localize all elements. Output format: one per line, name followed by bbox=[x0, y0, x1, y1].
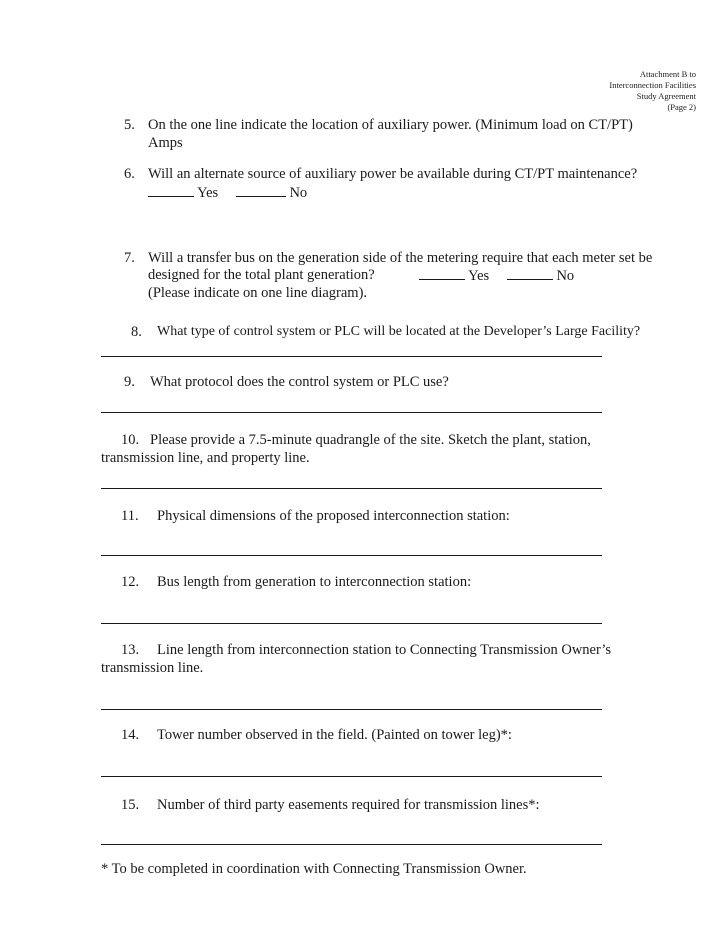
q8-number: 8. bbox=[131, 324, 142, 340]
footnote: * To be completed in coordination with Connecting Transmission Owner. bbox=[101, 861, 527, 877]
q12-answer-line[interactable] bbox=[101, 623, 602, 624]
q15-text: Number of third party easements required for transmission lines*: bbox=[157, 797, 540, 813]
q7-text-line1: Will a transfer bus on the generation side of the metering require that each meter set be bbox=[148, 250, 653, 266]
q6-no-blank[interactable] bbox=[236, 184, 286, 197]
q7-no-label: No bbox=[556, 268, 575, 284]
q6-yes-blank[interactable] bbox=[148, 184, 194, 197]
q11-answer-line[interactable] bbox=[101, 555, 602, 556]
q7-no-blank[interactable] bbox=[507, 267, 553, 280]
q14-number: 14. bbox=[121, 727, 140, 743]
q10-answer-line[interactable] bbox=[101, 488, 602, 489]
q12-number: 12. bbox=[121, 574, 140, 590]
header-line-4: (Page 2) bbox=[667, 102, 696, 112]
attachment-header bbox=[496, 69, 696, 113]
q6-no-label: No bbox=[289, 185, 308, 201]
q13-answer-line[interactable] bbox=[101, 709, 602, 710]
q8-text: What type of control system or PLC will be located at the Developer’s Large Facility? bbox=[157, 324, 641, 339]
q11-number: 11. bbox=[121, 508, 139, 524]
q9-number: 9. bbox=[124, 374, 135, 390]
q6-number: 6. bbox=[124, 166, 135, 182]
q6-text: Will an alternate source of auxiliary power be available during CT/PT maintenance? bbox=[148, 166, 638, 182]
q6-answers bbox=[148, 184, 307, 202]
q7-text-line3: (Please indicate on one line diagram). bbox=[148, 285, 368, 301]
q14-answer-line[interactable] bbox=[101, 776, 602, 777]
q6-yes-label: Yes bbox=[197, 185, 219, 201]
q5-text-line2: Amps bbox=[148, 135, 183, 151]
q11-text: Physical dimensions of the proposed interconnection station: bbox=[157, 508, 510, 524]
q5-number: 5. bbox=[124, 117, 135, 133]
q7-text-line2: designed for the total plant generation? bbox=[148, 267, 375, 283]
q15-number: 15. bbox=[121, 797, 140, 813]
q7-answers bbox=[419, 267, 574, 285]
q12-text: Bus length from generation to interconnection station: bbox=[157, 574, 472, 590]
q10-number: 10. bbox=[121, 432, 140, 448]
q10-text-line1: Please provide a 7.5-minute quadrangle of the site. Sketch the plant, station, bbox=[150, 432, 591, 448]
q8-answer-line[interactable] bbox=[101, 356, 602, 357]
q7-yes-label: Yes bbox=[468, 268, 490, 284]
q5-text-line1: On the one line indicate the location of auxiliary power. (Minimum load on CT/PT) bbox=[148, 117, 633, 133]
header-line-3: Study Agreement bbox=[636, 91, 696, 101]
q14-text: Tower number observed in the field. (Painted on tower leg)*: bbox=[157, 727, 512, 743]
q7-number: 7. bbox=[124, 250, 135, 266]
q13-number: 13. bbox=[121, 642, 140, 658]
q9-text: What protocol does the control system or PLC use? bbox=[150, 374, 449, 390]
q10-text-line2: transmission line, and property line. bbox=[101, 450, 310, 466]
q13-text-line1: Line length from interconnection station to Connecting Transmission Owner’s bbox=[157, 642, 612, 658]
q15-answer-line[interactable] bbox=[101, 844, 602, 845]
q9-answer-line[interactable] bbox=[101, 412, 602, 413]
q7-yes-blank[interactable] bbox=[419, 267, 465, 280]
header-line-2: Interconnection Facilities bbox=[609, 80, 696, 90]
q13-text-line2: transmission line. bbox=[101, 660, 204, 676]
header-line-1: Attachment B to bbox=[639, 69, 696, 79]
